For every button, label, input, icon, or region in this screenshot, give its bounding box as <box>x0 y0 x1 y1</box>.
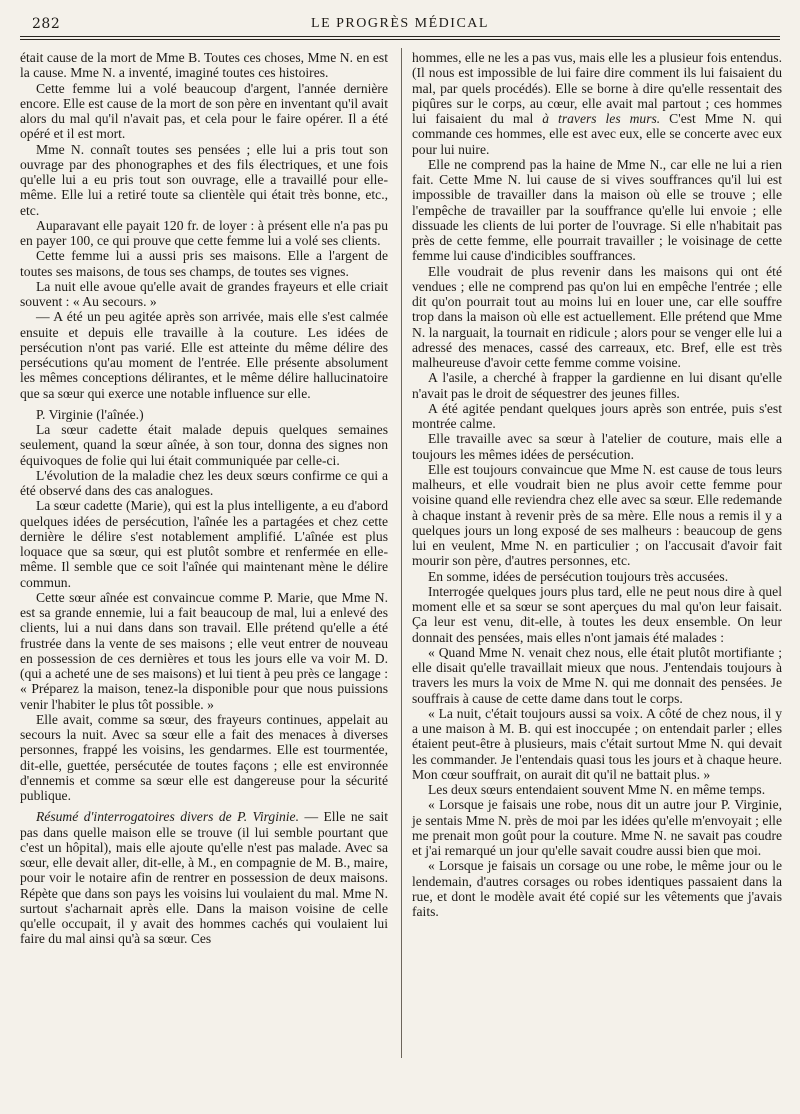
paragraph <box>20 218 388 249</box>
paragraph <box>412 370 782 401</box>
paragraph <box>412 264 782 371</box>
paragraph-text: Elle voudrait de plus revenir dans les maisons qui ont été vendues ; elle ne comprend pas qu'on lui en empêche l'entrée ; elle dit qu'on pourrait tout au moins lui en louer une, car elle souffre trop dans la maison où elle est actuellement. Elle prétend que Mme N. la narguait, la tournait en ridicule ; alors pour se venger elle lui a adressé des menaces, cassé des carreaux, etc. Bref, elle est très malheureuse d'avoir cette femme comme voisine. <box>412 263 782 370</box>
paragraph <box>20 712 388 804</box>
paragraph-text: A été agitée pendant quelques jours après son entrée, puis s'est montrée calme. <box>412 400 782 431</box>
running-title: LE PROGRÈS MÉDICAL <box>311 16 489 31</box>
paragraph <box>412 706 782 782</box>
paragraph-text: En somme, idées de persécution toujours très accusées. <box>428 568 729 584</box>
paragraph-text: A l'asile, a cherché à frapper la gardienne en lui disant qu'elle n'avait pas le droit de séquestrer des jeunes filles. <box>412 370 782 401</box>
column-divider <box>401 48 402 1058</box>
paragraph <box>20 248 388 279</box>
italic-phrase: à travers les murs. <box>542 111 661 126</box>
paragraph-text: — A été un peu agitée après son arrivée, mais elle s'est calmée ensuite et depuis elle travaille à la couture. Les idées de persécution n'ont pas varié. Elle est atteinte du même délire des persécutions qu'au moment de l'entrée. Elle présente absolument les mêmes conceptions délirantes, et le même délire hallucinatoire que sa sœur qui exerce une notable influence sur elle. <box>20 309 388 401</box>
paragraph-text: hommes, elle ne les a pas vus, mais elle les a plusieur fois entendus. (Il nous est impossible de lui faire dire comment ils lui faisaient du mal, par quels procédés). Elle se borne à dire qu'elle ressentait des piqûres sur le corps, au cœur, elle avait mal partout ; ces hommes lui faisaient du mal <box>412 50 782 126</box>
paragraph-text: P. Virginie (l'aînée.) <box>36 406 144 422</box>
paragraph-text: Elle est toujours convaincue que Mme N. est cause de tous leurs malheurs, et elle voudrait bien ne plus avoir cette femme pour voisine quand elle reviendra chez elle avec sa sœur. Elle redemande à chaque instant à revenir près de sa mère. Elle nous a remis il y a quelques jours un long exposé de ses malheurs : beaucoup de gens lui en veulent, Mme N. en particulier ; on l'accusait d'avoir fait mourir son père, d'autres personnes, etc. <box>412 461 782 569</box>
paragraph <box>20 142 388 218</box>
paragraph-text: « La nuit, c'était toujours aussi sa voix. A côté de chez nous, il y a une maison à M. B. qui est inoccupée ; on entendait parler ; elles étaient peut-être à plusieurs, mais c'était surtout Mme N. qui devait les commander. Je l'entendais quasi tous les jours et à chaque heure. Mon cœur souffrait, on aurait dit qu'il ne battait plus. » <box>412 705 782 782</box>
paragraph-text: Cette femme lui a aussi pris ses maisons. Elle a l'argent de toutes ses maisons, de tous ses champs, de toutes ses vignes. <box>20 248 388 279</box>
paragraph <box>412 569 782 584</box>
paragraph-text: Cette femme lui a volé beaucoup d'argent, l'année dernière encore. Elle est cause de la mort de son père en inventant qu'il avait alors du mal qu'il n'avait pas, et cela pour le faire opérer. Il a été opéré et il est mort. <box>20 80 388 142</box>
paragraph-text: Mme N. connaît toutes ses pensées ; elle lui a pris tout son ouvrage par des phonographes et des fils électriques, et une fois qu'elle lui a eu pris tout son ouvrage, elle a travaillé pour elle-même. Elle lui a retiré toute sa clientèle qui était très bonne, etc., etc. <box>20 141 388 218</box>
paragraph-text: La sœur cadette était malade depuis quelques semaines seulement, quand la sœur aînée, à son tour, donna des signes non équivoques de folie qui lui était communiquée par celle-ci. <box>20 422 388 468</box>
paragraph <box>20 81 388 142</box>
paragraph <box>20 309 388 401</box>
paragraph <box>20 422 388 468</box>
paragraph-text-continued: C'est Mme N. qui commande ces hommes, elle est avec eux, elle se concerte avec eux pour lui nuire. <box>412 111 782 157</box>
paragraph-text: « Quand Mme N. venait chez nous, elle était plutôt mortifiante ; elle disait qu'elle travaillait mieux que nous. J'entendais toujours à travers les murs la voix de Mme N. qui me donnait des pensées. Je souffrais à cause de cette dame dans tout le corps. <box>412 644 782 706</box>
paragraph-text: Cette sœur aînée est convaincue comme P. Marie, que Mme N. est sa grande ennemie, lui a fait beaucoup de mal, lui a enlevé des clients, lui a nui dans dans son travail. Elle prétend qu'elle a été frustrée dans la vente de ses maisons ; elle veut entrer de nouveau en possession de ces dernières et tous les jours elle va voir M. D. (qui a acheté une de ses maisons) et lui tient à peu près ce langage : « Préparez la maison, tenez-la disponible pour que nous puissions venir l'habiter le plus tôt possible. » <box>20 589 388 712</box>
italic-lead: Résumé d'interrogatoires divers de P. Virginie. <box>36 809 299 825</box>
paragraph <box>412 462 782 569</box>
paragraph-text: La sœur cadette (Marie), qui est la plus intelligente, a eu d'abord quelques idées de persécution, l'aînée les a partagées et chez cette dernière le délire s'est notablement amplifié. L'aînée est plus loquace que sa sœur, qui est plutôt sombre et renfermée en elle-même. Il semble que ce soit l'aînée qui maintenant mène le délire commun. <box>20 498 388 590</box>
paragraph <box>412 645 782 706</box>
paragraph <box>20 468 388 499</box>
paragraph-text: Interrogée quelques jours plus tard, elle ne peut nous dire à quel moment elle et sa sœur se sont aperçues du mal qu'on leur faisait. Ça leur est venu, dit-elle, à toutes les deux ensemble. On leur donnait des pensées, mais elles n'ont jamais été malades : <box>412 583 782 645</box>
paragraph <box>412 157 782 264</box>
paragraph-text: Elle travaille avec sa sœur à l'atelier de couture, mais elle a toujours les mêmes idées de persécution. <box>412 431 782 462</box>
paragraph <box>20 498 388 590</box>
paragraph <box>412 797 782 858</box>
paragraph <box>20 279 388 310</box>
paragraph-text: « Lorsque je faisais une robe, nous dit un autre jour P. Virginie, je sentais Mme N. près de moi par les idées qu'elle m'envoyait ; elle me prenait mon goût pour la couture. Mme N. ne savait pas coudre et j'ai remarqué un jour qu'elle savait coudre aussi bien que moi. <box>412 797 782 858</box>
paragraph-text: — Elle ne sait pas dans quelle maison elle se trouve (il lui semble pourtant que c'est un hôpital), mais elle ajoute qu'elle n'est pas malade. Avec sa sœur, elle devait aller, dit-elle, à M., en compagnie de M. B., maire, pour voir le notaire afin de rentrer en possession de deux maisons. Répète que dans son pays les voisins lui voulaient du mal. Mme N. surtout s'acharnait après elle. Dans la maison voisine de celle qu'elle occupait, il y avait des hommes cachés qui voulaient lui faire du mal ainsi qu'à sa sœur. Ces <box>20 809 389 947</box>
paragraph-text: était cause de la mort de Mme B. Toutes ces choses, Mme N. en est la cause. Mme N. a inventé, imaginé toutes ces histoires. <box>20 50 388 81</box>
page-header <box>20 14 780 36</box>
paragraph <box>412 584 782 645</box>
paragraph-text: Elle avait, comme sa sœur, des frayeurs continues, appelait au secours la nuit. Avec sa sœur elle a fait des menaces à diverses personnes, frappé les voisins, les gendarmes. Elle est tourmentée, dit-elle, guettée, persécutée de toutes façons ; elle est environnée d'ennemis et comme sa sœur elle est dangereuse pour la sécurité publique. <box>20 711 388 803</box>
paragraph <box>412 858 782 919</box>
paragraph <box>20 407 388 422</box>
paragraph <box>412 431 782 462</box>
paragraph-text: L'évolution de la maladie chez les deux sœurs confirme ce qui a été observé dans des cas analogues. <box>20 467 388 498</box>
paragraph <box>412 782 782 797</box>
paragraph-text: « Lorsque je faisais un corsage ou une robe, le même jour ou le lendemain, d'autres corsages ou robes identiques passaient dans la rue, et dont le modèle avait été copié sur les vêtements que j'avais faits. <box>412 858 782 919</box>
paragraph <box>20 590 388 712</box>
paragraph-text: Elle ne comprend pas la haine de Mme N., car elle ne lui a rien fait. Cette Mme N. lui cause de si vives souffrances qu'il lui est impossible de travailler dans la maison où elle se trouve ; elle l'empêche de travailler par la souffrance qu'elle lui envoie ; elle dissuade les clients de lui porter de l'ouvrage. Si elle n'habitait pas près de cette femme, elle pourrait travailler ; le voisinage de cette femme lui cause d'indicibles souffrances. <box>412 156 782 264</box>
paragraph <box>412 50 782 157</box>
right-column <box>412 50 782 919</box>
paragraph-text: La nuit elle avoue qu'elle avait de grandes frayeurs et elle criait souvent : « Au secours. » <box>20 278 388 309</box>
paragraph-text: Auparavant elle payait 120 fr. de loyer : à présent elle n'a pas pu en payer 100, ce qui prouve que cette femme lui a volé ses clients. <box>20 217 388 248</box>
header-rule-double <box>20 39 780 40</box>
paragraph-text: Les deux sœurs entendaient souvent Mme N. en même temps. <box>428 782 766 797</box>
paragraph <box>20 809 388 946</box>
page-number: 282 <box>32 16 61 32</box>
left-column <box>20 50 388 947</box>
paragraph <box>412 401 782 432</box>
header-rule <box>20 36 780 37</box>
paragraph <box>20 50 388 81</box>
